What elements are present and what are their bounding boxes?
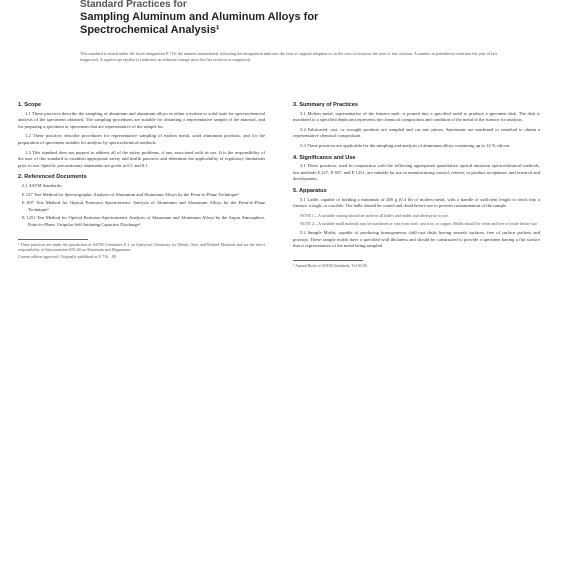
reference-item: E 1251 Test Method for Optical Emission Spectrometric Analysis of Aluminum and Aluminum Alloys by the Argon Atmosphere, Point-to-Plane, Unipolar Self-Initiating Capacitor Discharge²	[22, 215, 265, 227]
right-column	[293, 97, 540, 570]
paragraph: 1.1 These practices describe the sampling of aluminum and aluminum alloys in either a molten or solid state for spectrochemical analysis of the specimens obtained. The sampling procedures are suitable for obtaining a representative sample of the material, and for preparing a specimen or specimens that are representative of the sample lot.	[18, 110, 265, 129]
section-heading-significance: 4. Significance and Use	[293, 154, 356, 161]
paragraph: 5.1 Ladle, capable of holding a minimum of 200 g (0.4 lb) of molten metal, with a handle of sufficient length to reach into a furnace, trough, or crucible. The ladle should be coated and dried before use to prevent contamination of the sample.	[293, 196, 540, 209]
footnote: Current edition approved. Originally published as E 716 – 80.	[18, 254, 117, 260]
title-line-1: Standard Practices for	[80, 0, 187, 10]
standard-issue-note: This standard is issued under the fixed designation E 716; the number immediately following the designation indicates the year of original adoption or, in the case of revision, the year of last revision. A number in parentheses indicates the year of last reapproval. A superscript epsilon (ε) indicates an editorial change since the last revision or reapproval.	[80, 51, 498, 62]
paragraph: 4.1 These practices, used in conjunction with the following appropriate quantitative optical emission spectrochemical methods, test methods E 227, E 607, and E 1251, are suitable for use in manufacturing control, referee, or product acceptance, and research and development.	[293, 163, 540, 182]
paragraph: 1.3 This standard does not purport to address all of the safety problems, if any, associated with its use. It is the responsibility of the user of this standard to establish appropriate safety and health practices and determine the applicability of regulatory limitations prior to use. Specific precautionary statements are given in 6.1 and 8.1.	[18, 149, 265, 168]
note: NOTE 2—A suitable mold material may be machined or cast from steel, cast iron, or copper. Molds should be clean and free of oxide before use.	[300, 221, 538, 227]
paragraph: 3.1 Molten metal, representative of the furnace melt, is poured into a specified mold to produce a specimen disk. The disk is machined to a specified depth and represents the chemical composition and condition of the metal in the furnace for analysis.	[293, 110, 540, 123]
footnote: ¹ These practices are under the jurisdiction of ASTM Committee E-1 on Analytical Chemistry for Metals, Ores, and Related Materials and are the direct responsibility of Subcommittee E01.04 on Aluminum and Magnesium.	[18, 241, 265, 252]
reference-item: 2.1 ASTM Standards:	[22, 182, 62, 188]
title-block	[46, 0, 524, 37]
paragraph: 3.2 Fabricated, cast, or wrought products are sampled and cut into pieces. Specimens are machined or remelted to obtain a representative chemical composition.	[293, 126, 540, 139]
paragraph: 3.3 These practices are applicable for the sampling and analysis of aluminum alloys containing up to 12 % silicon.	[300, 142, 511, 148]
paragraph: 5.2 Sample Molds, capable of producing homogeneous chill-cast disks having smooth surfaces, free of surface pockets and porosity. These sample molds have a specified wall thickness and should be constructed to provide a specimen having a flat surface that is representative of the metal being sampled.	[293, 229, 540, 249]
footnote: ² Annual Book of ASTM Standards, Vol 03.05.	[293, 262, 368, 268]
section-heading-references: 2. Referenced Documents	[18, 174, 87, 181]
reference-item: E 607 Test Method for Optical Emission Spectrometric Analysis of Aluminum and Aluminum Alloys by the Point-to-Plane Technique²	[22, 200, 265, 212]
reference-item: E 227 Test Method for Spectrographic Analysis of Aluminum and Aluminum Alloys by the Point-to-Plane Technique²	[22, 191, 239, 197]
section-heading-apparatus: 5. Apparatus	[293, 187, 327, 194]
section-heading-scope: 1. Scope	[18, 102, 42, 108]
footnote-rule	[293, 260, 363, 261]
title-line-2: Sampling Aluminum and Aluminum Alloys for	[80, 11, 319, 23]
section-heading-summary: 3. Summary of Practices	[293, 102, 358, 108]
title-line-3: Spectrochemical Analysis¹	[80, 24, 220, 36]
two-column-body	[18, 97, 540, 570]
paragraph: 1.2 These practices describe procedures for representative sampling of molten metal, solid aluminum products, and for the preparation of specimens suitable for analysis by spectrochemical methods.	[18, 133, 265, 145]
left-column	[18, 97, 265, 570]
note: NOTE 1—A suitable coating should be used on all ladles and molds and dried prior to use.	[300, 212, 449, 218]
footnote-rule	[18, 239, 88, 240]
